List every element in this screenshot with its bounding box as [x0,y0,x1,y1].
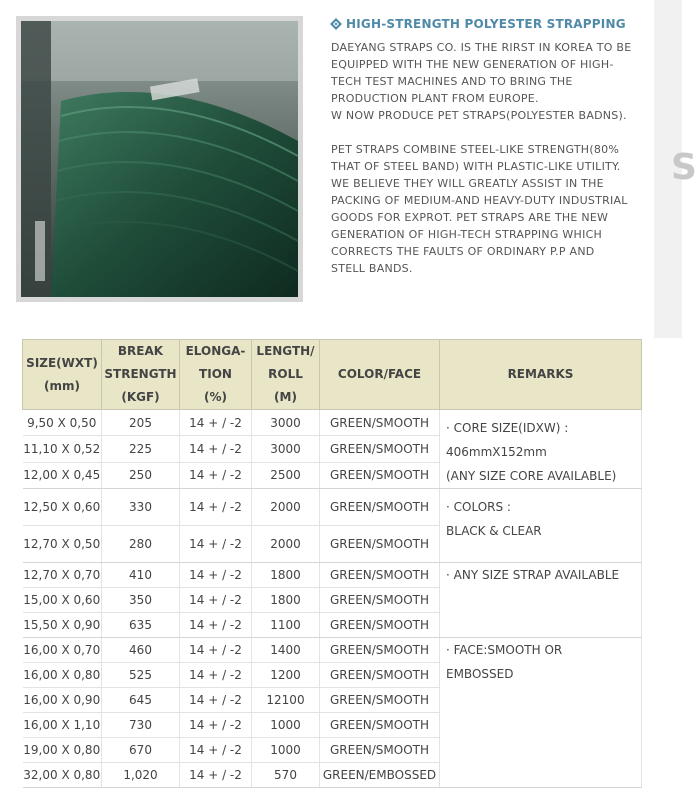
cell-color: GREEN/SMOOTH [320,526,440,563]
cell-break: 410 [102,563,180,588]
cell-break: 645 [102,688,180,713]
text-line: STELL BANDS. [331,262,413,275]
header-size [23,340,102,410]
cell-elongation: 14 + / -2 [180,763,252,788]
cell-break: 225 [102,436,180,462]
remark-line: BLACK & CLEAR [446,524,542,538]
side-glyph: S [671,147,697,188]
cell-size: 19,00 X 0,80 [23,738,102,763]
cell-color: GREEN/SMOOTH [320,713,440,738]
header-text: ELONGA- [185,344,246,358]
cell-length: 1000 [252,713,320,738]
cell-color: GREEN/SMOOTH [320,410,440,436]
header-break-strength [102,340,180,410]
cell-size: 16,00 X 1,10 [23,713,102,738]
cell-elongation: 14 + / -2 [180,638,252,663]
cell-break: 525 [102,663,180,688]
cell-elongation: 14 + / -2 [180,526,252,563]
cell-color: GREEN/SMOOTH [320,638,440,663]
table-row [23,489,642,526]
section-heading [330,17,650,31]
cell-color: GREEN/EMBOSSED [320,763,440,788]
cell-color: GREEN/SMOOTH [320,688,440,713]
cell-length: 12100 [252,688,320,713]
remark-line: EMBOSSED [446,667,514,681]
cell-break: 330 [102,489,180,526]
header-text: ROLL [268,367,303,381]
cell-size: 12,00 X 0,45 [23,462,102,488]
cell-length: 1100 [252,613,320,638]
cell-break: 1,020 [102,763,180,788]
product-photo-frame [16,16,303,302]
header-text: (M) [274,390,297,404]
cell-size: 15,00 X 0,60 [23,588,102,613]
cell-color: GREEN/SMOOTH [320,436,440,462]
cell-elongation: 14 + / -2 [180,436,252,462]
intro-paragraph-1 [331,39,649,124]
cell-elongation: 14 + / -2 [180,462,252,488]
cell-color: GREEN/SMOOTH [320,738,440,763]
cell-break: 460 [102,638,180,663]
remark-line: · CORE SIZE(IDXW) : [446,421,569,435]
cell-break: 730 [102,713,180,738]
table-row [23,410,642,436]
cell-size: 12,50 X 0,60 [23,489,102,526]
remark-line: (ANY SIZE CORE AVAILABLE) [446,469,617,483]
cell-elongation: 14 + / -2 [180,563,252,588]
header-text: LENGTH/ [256,344,315,358]
text-line: W NOW PRODUCE PET STRAPS(POLYESTER BADNS). [331,109,627,122]
header-text: (mm) [44,378,80,393]
cell-length: 2000 [252,489,320,526]
table-row [23,638,642,663]
cell-elongation: 14 + / -2 [180,410,252,436]
text-line: TECH TEST MACHINES AND TO BRING THE [331,75,573,88]
header-remarks: REMARKS [440,340,642,410]
table-header-row [23,340,642,410]
cell-color: GREEN/SMOOTH [320,462,440,488]
cell-length: 1400 [252,638,320,663]
remark-colors [440,489,642,563]
header-text: TION [199,367,232,381]
cell-break: 350 [102,588,180,613]
cell-color: GREEN/SMOOTH [320,588,440,613]
cell-length: 1800 [252,588,320,613]
cell-length: 2500 [252,462,320,488]
cell-length: 3000 [252,436,320,462]
remark-any-size [440,563,642,638]
remark-line: · FACE:SMOOTH OR [446,643,563,657]
text-line: PET STRAPS COMBINE STEEL-LIKE STRENGTH(80% [331,143,620,156]
header-text: (%) [204,390,227,404]
cell-length: 1000 [252,738,320,763]
cell-size: 11,10 X 0,52 [23,436,102,462]
text-line: THAT OF STEEL BAND) WITH PLASTIC-LIKE UTILITY. [331,160,621,173]
cell-length: 570 [252,763,320,788]
remark-face [440,638,642,788]
text-line: GOODS FOR EXPROT. PET STRAPS ARE THE NEW [331,211,609,224]
text-line: WE BELIEVE THEY WILL GREATLY ASSIST IN THE [331,177,604,190]
header-elongation [180,340,252,410]
cell-size: 16,00 X 0,90 [23,688,102,713]
cell-elongation: 14 + / -2 [180,738,252,763]
header-text: SIZE(WXT) [26,355,98,370]
cell-elongation: 14 + / -2 [180,713,252,738]
spec-table [22,339,642,788]
cell-length: 1200 [252,663,320,688]
cell-break: 280 [102,526,180,563]
remark-line: · ANY SIZE STRAP AVAILABLE [446,568,620,582]
header-length [252,340,320,410]
cell-elongation: 14 + / -2 [180,613,252,638]
cell-size: 15,50 X 0,90 [23,613,102,638]
cell-length: 1800 [252,563,320,588]
heading-title: HIGH-STRENGTH POLYESTER STRAPPING [346,17,626,31]
cell-elongation: 14 + / -2 [180,489,252,526]
cell-elongation: 14 + / -2 [180,688,252,713]
text-line: EQUIPPED WITH THE NEW GENERATION OF HIGH- [331,58,614,71]
remark-core [440,410,642,489]
cell-elongation: 14 + / -2 [180,663,252,688]
text-line: PACKING OF MEDIUM-AND HEAVY-DUTY INDUSTRIAL [331,194,628,207]
header-text: STRENGTH [104,367,177,381]
cell-elongation: 14 + / -2 [180,588,252,613]
cell-size: 9,50 X 0,50 [23,410,102,436]
cell-size: 32,00 X 0,80 [23,763,102,788]
cell-break: 205 [102,410,180,436]
remark-line: · COLORS : [446,500,511,514]
cell-length: 2000 [252,526,320,563]
cell-break: 635 [102,613,180,638]
diamond-bullet-icon [330,18,342,30]
text-line: DAEYANG STRAPS CO. IS THE RIRST IN KOREA TO BE [331,41,632,54]
text-line: PRODUCTION PLANT FROM EUROPE. [331,92,539,105]
cell-length: 3000 [252,410,320,436]
text-line: CORRECTS THE FAULTS OF ORDINARY P.P AND [331,245,595,258]
cell-color: GREEN/SMOOTH [320,563,440,588]
cell-size: 16,00 X 0,70 [23,638,102,663]
cell-break: 250 [102,462,180,488]
cell-color: GREEN/SMOOTH [320,489,440,526]
cell-color: GREEN/SMOOTH [320,613,440,638]
text-line: GENERATION OF HIGH-TECH STRAPPING WHICH [331,228,603,241]
cell-size: 12,70 X 0,70 [23,563,102,588]
table-row [23,563,642,588]
cell-break: 670 [102,738,180,763]
strapping-machine-photo [21,21,298,297]
header-text: (KGF) [121,390,160,404]
header-text: BREAK [117,344,164,358]
intro-paragraph-2 [331,141,649,277]
cell-size: 16,00 X 0,80 [23,663,102,688]
cell-size: 12,70 X 0,50 [23,526,102,563]
remark-line: 406mmX152mm [446,445,547,459]
header-color-face: COLOR/FACE [320,340,440,410]
cell-color: GREEN/SMOOTH [320,663,440,688]
